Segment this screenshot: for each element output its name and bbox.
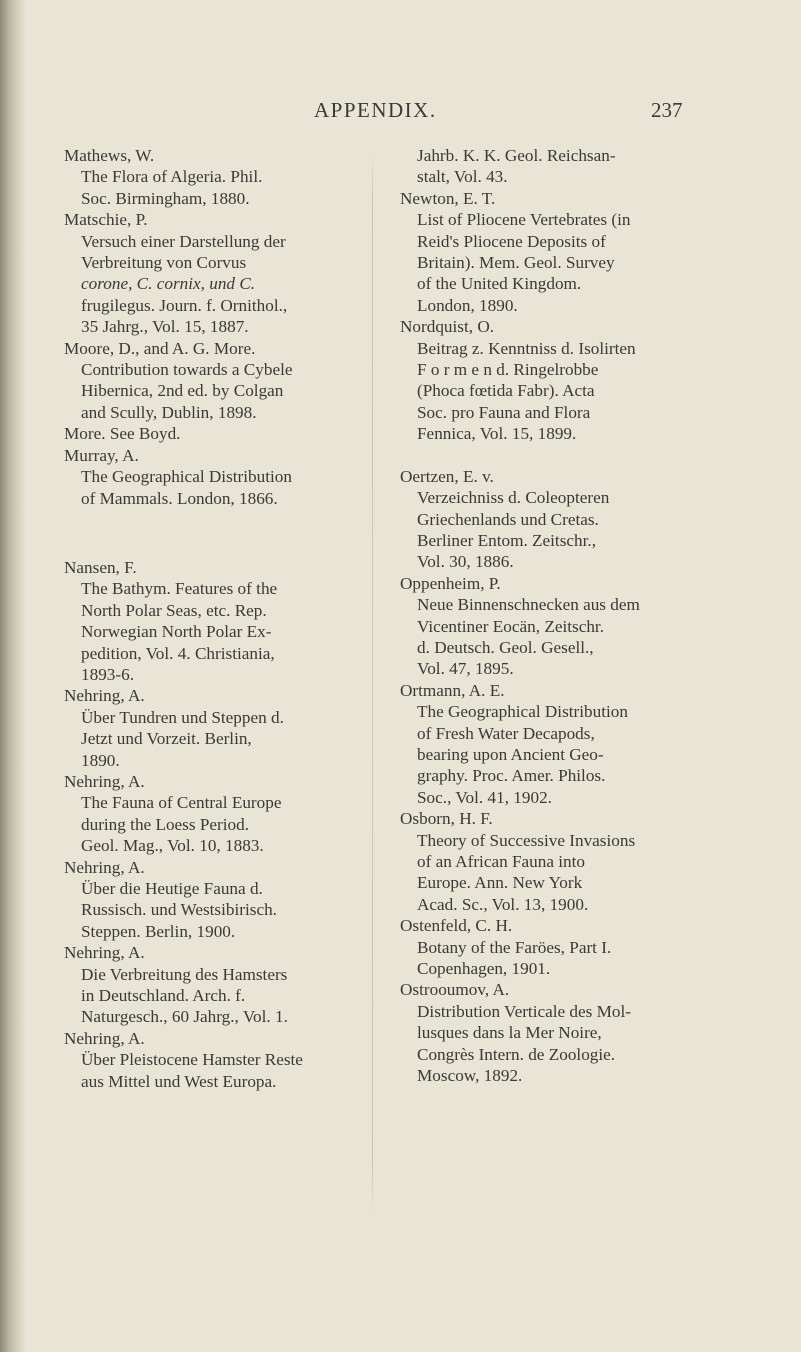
entry-line: lusques dans la Mer Noire, [417, 1023, 602, 1043]
entry-line: North Polar Seas, etc. Rep. [81, 600, 267, 620]
entry-line: aus Mittel und West Europa. [81, 1071, 277, 1091]
entry-line: Über Pleistocene Hamster Reste [81, 1050, 303, 1070]
entry-line [64, 273, 394, 294]
bibliography-entry [64, 445, 394, 509]
entry-line: Hibernica, 2nd ed. by Colgan [81, 381, 284, 401]
entry-line: and Scully, Dublin, 1898. [81, 402, 257, 422]
entry-line: The Flora of Algeria. Phil. [81, 167, 263, 187]
entry-line: frugilegus. Journ. f. Ornithol., [81, 295, 288, 315]
entry-line: Moscow, 1892. [417, 1066, 523, 1086]
entry-line: Distribution Verticale des Mol- [417, 1001, 632, 1021]
bibliography-entry [400, 316, 730, 444]
bibliography-entry [400, 808, 730, 915]
bibliography-entry [64, 557, 394, 685]
entry-line: of Mammals. London, 1866. [81, 488, 278, 508]
page-header [0, 98, 801, 128]
entry-author: Nehring, A. [64, 857, 145, 877]
entry-line: Europe. Ann. New York [417, 873, 583, 893]
bibliography-entry [400, 915, 730, 979]
entry-author: Ostenfeld, C. H. [400, 916, 513, 936]
entry-author: Mathews, W. [64, 146, 155, 165]
entry-line: F o r m e n d. Ringelrobbe [417, 360, 599, 380]
entry-line: during the Loess Period. [81, 814, 250, 834]
entry-line: Verzeichniss d. Coleopteren [417, 488, 610, 508]
entry-line: Griechenlands und Cretas. [417, 509, 599, 529]
entry-author: Matschie, P. [64, 210, 148, 230]
bibliography-entry [400, 573, 730, 680]
entry-line: Berliner Entom. Zeitschr., [417, 530, 596, 550]
bibliography-entry [64, 942, 394, 1028]
bibliography-entry [64, 338, 394, 424]
entry-line: London, 1890. [417, 295, 518, 315]
entry-line: Jetzt und Vorzeit. Berlin, [81, 729, 252, 749]
entry-line: (Phoca fœtida Fabr). Acta [417, 381, 595, 401]
entry-line: Soc. pro Fauna and Flora [417, 402, 591, 422]
entry-line: Norwegian North Polar Ex- [81, 622, 272, 642]
entry-line: of an African Fauna into [417, 852, 586, 871]
entry-line: pedition, Vol. 4. Christiania, [81, 643, 275, 663]
entry-line: List of Pliocene Vertebrates (in [417, 210, 631, 230]
entry-line: Beitrag z. Kenntniss d. Isolirten [417, 338, 636, 358]
entry-line: Reid's Pliocene Deposits of [417, 231, 606, 251]
right-column [400, 145, 730, 1086]
entry-author: Nehring, A. [64, 771, 145, 791]
entry-line: Jahrb. K. K. Geol. Reichsan- [417, 146, 616, 165]
bibliography-entry [64, 857, 394, 943]
entry-line: of the United Kingdom. [417, 274, 582, 294]
entry-line: Soc., Vol. 41, 1902. [417, 787, 552, 807]
entry-line: graphy. Proc. Amer. Philos. [417, 766, 606, 786]
entry-line: Geol. Mag., Vol. 10, 1883. [81, 836, 264, 856]
bibliography-entry [64, 209, 394, 337]
entry-line: The Bathym. Features of the [81, 579, 278, 599]
entry-author: Oppenheim, P. [400, 573, 501, 593]
entry-line: The Fauna of Central Europe [81, 793, 282, 813]
bibliography-entry [400, 466, 730, 573]
entry-line: Über die Heutige Fauna d. [81, 879, 263, 898]
running-title: APPENDIX. [314, 98, 437, 122]
entry-line: Vol. 47, 1895. [417, 659, 514, 679]
entry-line: of Fresh Water Decapods, [417, 723, 595, 743]
entry-author: Nordquist, O. [400, 317, 495, 337]
bibliography-entry-continued [400, 145, 730, 188]
bibliography-entry [64, 423, 394, 444]
entry-line: Steppen. Berlin, 1900. [81, 921, 236, 941]
bibliography-entry [64, 771, 394, 857]
entry-line: The Geographical Distribution [81, 467, 292, 487]
left-column [64, 145, 394, 1092]
entry-line: Über Tundren und Steppen d. [81, 707, 284, 727]
entry-author: Oertzen, E. v. [400, 466, 494, 486]
bibliography-entry [400, 680, 730, 808]
entry-line: d. Deutsch. Geol. Gesell., [417, 637, 594, 657]
entry-author: Nehring, A. [64, 943, 145, 963]
entry-line: Russisch. und Westsibirisch. [81, 900, 277, 920]
entry-line: 1893-6. [81, 664, 134, 684]
entry-author: Nehring, A. [64, 1028, 145, 1048]
entry-line: 35 Jahrg., Vol. 15, 1887. [81, 317, 249, 337]
entry-line: Theory of Successive Invasions [417, 830, 636, 850]
entry-line: Vicentiner Eocän, Zeitschr. [417, 616, 604, 636]
entry-author: Moore, D., and A. G. More. [64, 338, 256, 358]
bibliography-entry [64, 685, 394, 771]
entry-line: bearing upon Ancient Geo- [417, 744, 604, 764]
entry-line: stalt, Vol. 43. [417, 167, 508, 187]
entry-line: in Deutschland. Arch. f. [81, 986, 246, 1006]
bibliography-entry [400, 188, 730, 316]
entry-line: Fennica, Vol. 15, 1899. [417, 424, 577, 444]
bibliography-entry [64, 1028, 394, 1092]
entry-line: Acad. Sc., Vol. 13, 1900. [417, 894, 589, 914]
entry-line: Copenhagen, 1901. [417, 959, 551, 979]
page-number: 237 [651, 98, 683, 122]
entry-line-italic: corone, C. cornix, und C. [81, 274, 256, 294]
bibliography-entry [400, 979, 730, 1086]
page-gutter-shadow [0, 0, 26, 1352]
entry-line: Verbreitung von Corvus [81, 253, 247, 273]
entry-line: Naturgesch., 60 Jahrg., Vol. 1. [81, 1007, 288, 1027]
entry-author: Murray, A. [64, 445, 139, 465]
entry-author: Newton, E. T. [400, 188, 496, 208]
entry-line: Soc. Birmingham, 1880. [81, 188, 250, 208]
entry-author: More. See Boyd. [64, 424, 181, 444]
entry-line: Congrès Intern. de Zoologie. [417, 1044, 616, 1064]
entry-author: Ostrooumov, A. [400, 980, 510, 1000]
entry-line: Botany of the Faröes, Part I. [417, 937, 612, 957]
entry-line: Neue Binnenschnecken aus dem [417, 595, 640, 615]
bibliography-entry [64, 145, 394, 209]
entry-author: Nehring, A. [64, 686, 145, 706]
entry-author: Nansen, F. [64, 557, 137, 577]
entry-line: Die Verbreitung des Hamsters [81, 964, 288, 984]
entry-line: The Geographical Distribution [417, 702, 628, 722]
entry-line: Vol. 30, 1886. [417, 552, 514, 572]
entry-line: Versuch einer Darstellung der [81, 231, 286, 251]
entry-author: Ortmann, A. E. [400, 680, 505, 700]
entry-line: Contribution towards a Cybele [81, 360, 293, 380]
entry-line: 1890. [81, 750, 120, 770]
entry-author: Osborn, H. F. [400, 809, 493, 829]
entry-line: Britain). Mem. Geol. Survey [417, 253, 615, 273]
